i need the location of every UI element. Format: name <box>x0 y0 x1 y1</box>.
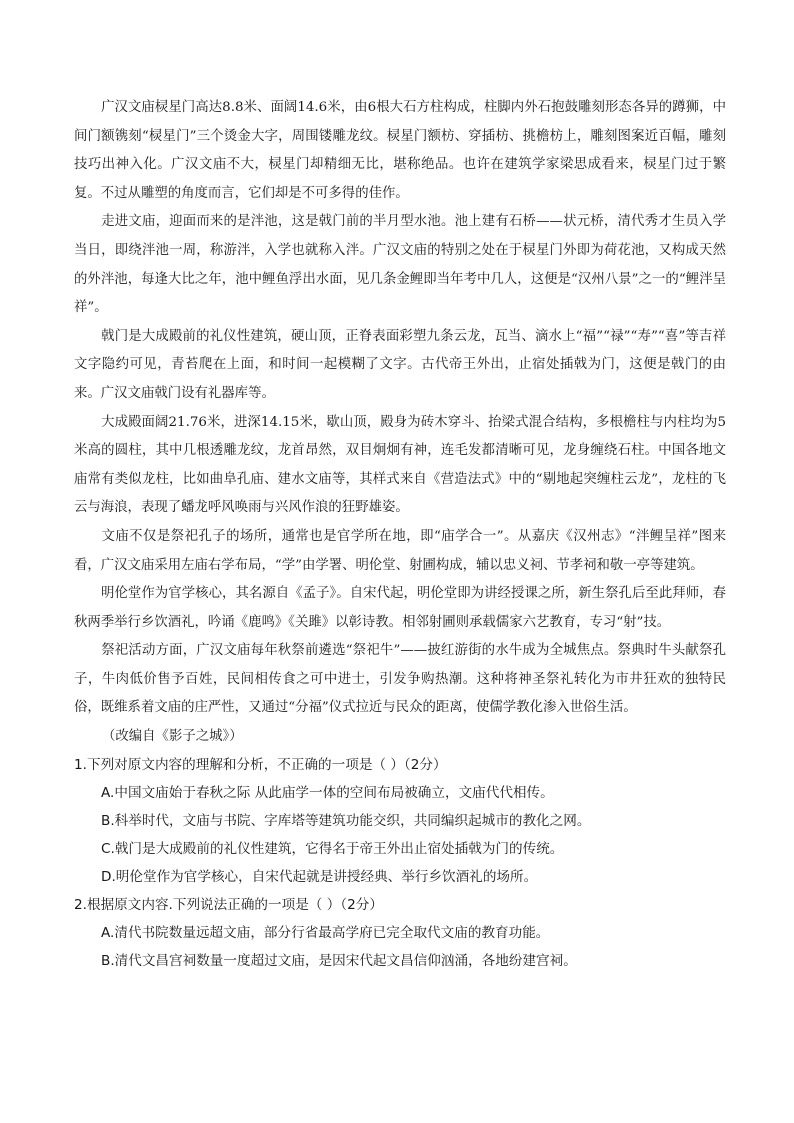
question-2 <box>74 891 726 975</box>
document-page <box>74 94 726 975</box>
article <box>74 94 726 751</box>
question-1-option-c: C.戟门是大成殿前的礼仪性建筑，它得名于帝王外出止宿处插戟为门的传统。 <box>101 841 564 858</box>
question-2-option-b: B.清代文昌宫祠数量一度超过文庙，是因宋代起文昌信仰汹涌，各地纷建宫祠。 <box>101 953 577 970</box>
question-1-option-b: B.科举时代，文庙与书院、字库塔等建筑功能交织，共同编织起城市的教化之网。 <box>101 813 591 830</box>
article-paragraph-5: 文庙不仅是祭祀孔子的场所，通常也是官学所在地，即“庙学合一”。从嘉庆《汉州志》“泮鲤呈祥”图来看，广汉文庙采用左庙右学布局，“学”由学署、明伦堂、射圃构成，辅以忠义祠、节孝祠和敬一亭等建筑。 <box>74 528 726 573</box>
question-1 <box>74 751 726 891</box>
article-paragraph-3: 戟门是大成殿前的礼仪性建筑，硬山顶，正脊表面彩塑九条云龙，瓦当、滴水上“福”“禄”“寿”“喜”等吉祥文字隐约可见，青苔爬在上面，和时间一起模糊了文字。古代帝王外出，止宿处插戟为门，这便是戟门的由来。广汉文庙戟门设有礼器库等。 <box>74 328 726 401</box>
question-2-option-a: A.清代书院数量远超文庙，部分行省最高学府已完全取代文庙的教育功能。 <box>101 925 550 942</box>
article-paragraph-1: 广汉文庙棂星门高达8.8米、面阔14.6米，由6根大石方柱构成，柱脚内外石抱鼓雕刻形态各异的蹲狮，中间门额镌刻“棂星门”三个烫金大字，周围镂雕龙纹。棂星门额枋、穿插枋、挑檐枋上，雕刻图案近百幅，雕刻技巧出神入化。广汉文庙不大，棂星门却精细无比，堪称绝品。也许在建筑学家梁思成看来，棂星门过于繁复。不过从雕塑的角度而言，它们却是不可多得的佳作。 <box>74 100 726 201</box>
article-paragraph-7: 祭祀活动方面，广汉文庙每年秋祭前遴选“祭祀牛”——披红游街的水牛成为全城焦点。祭典时牛头献祭孔子，牛肉低价售予百姓，民间相传食之可中进士，引发争购热潮。这种将神圣祭礼转化为市井狂欢的独特民俗，既维系着文庙的庄严性，又通过“分福”仪式拉近与民众的距离，使儒学教化渗入世俗生活。 <box>74 643 726 716</box>
question-2-stem: 2.根据原文内容.下列说法正确的一项是（ ）（2分） <box>74 897 383 914</box>
question-1-option-d: D.明伦堂作为官学核心，自宋代起就是讲授经典、举行乡饮酒礼的场所。 <box>101 869 538 886</box>
question-1-stem: 1.下列对原文内容的理解和分析，不正确的一项是（ ）（2分） <box>74 757 447 774</box>
article-paragraph-2: 走进文庙，迎面而来的是泮池，这是戟门前的半月型水池。池上建有石桥——状元桥，清代秀才生员入学当日，即绕泮池一周，称游泮，入学也就称入泮。广汉文庙的特别之处在于棂星门外即为荷花池，又构成天然的外泮池，每逢大比之年，池中鲤鱼浮出水面，见几条金鲤即当年考中几人，这便是“汉州八景”之一的“鲤泮呈祥”。 <box>74 214 726 316</box>
article-paragraph-6: 明伦堂作为官学核心，其名源自《孟子》。自宋代起，明伦堂即为讲经授课之所，新生祭孔后至此拜师，春秋两季举行乡饮酒礼，吟诵《鹿鸣》《关雎》以彰诗教。相邻射圃则承载儒家六艺教育，专习“射”技。 <box>74 586 726 630</box>
article-source: （改编自《影子之城》） <box>102 729 243 745</box>
article-paragraph-4: 大成殿面阔21.76米，进深14.15米，歇山顶，殿身为砖木穿斗、抬梁式混合结构，多根檐柱与内柱均为5米高的圆柱，其中几根透雕龙纹，龙首昂然，双目炯炯有神，连毛发都清晰可见，龙身缠绕石柱。中国各地文庙常有类似龙柱，比如曲阜孔庙、建水文庙等，其样式来自《营造法式》中的“剔地起突缠柱云龙”，龙柱的飞云与海浪，表现了蟠龙呼风唤雨与兴风作浪的狂野雄姿。 <box>74 414 726 516</box>
question-1-option-a: A.中国文庙始于春秋之际 从此庙学一体的空间布局被确立，文庙代代相传。 <box>101 785 554 802</box>
